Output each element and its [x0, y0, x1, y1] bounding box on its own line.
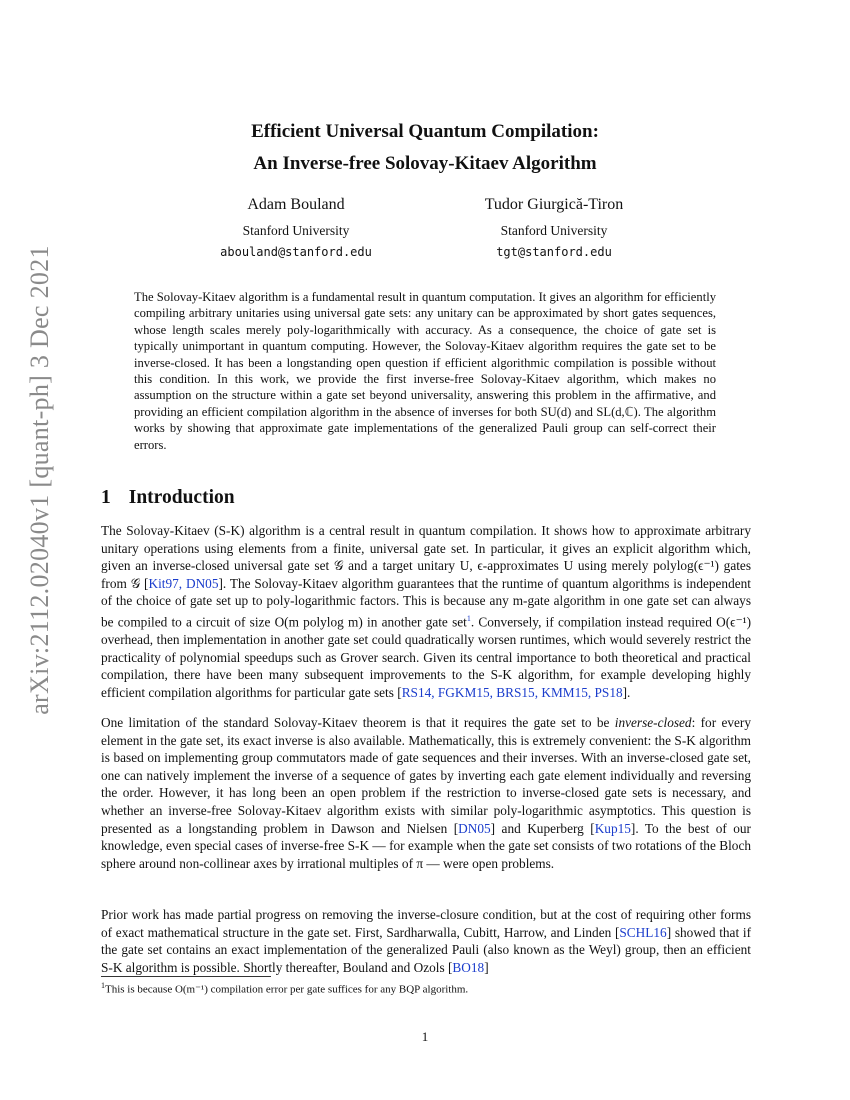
citation-link[interactable]: DN05 [458, 820, 491, 836]
paper-title-line-2: An Inverse-free Solovay-Kitaev Algorithm [253, 153, 597, 174]
paragraph-text: Prior work has made partial progress on removing the inverse-closure condition, but at the cost of requiring other forms of exact mathematical structure in the gate set. First, Sardharwalla, Cubitt, Harrow, and Linden [ [101, 907, 751, 940]
author-block-1 [166, 196, 426, 259]
author-affiliation: Stanford University [242, 223, 350, 238]
section-heading [101, 487, 235, 509]
paragraph-text: ] and Kuperberg [ [490, 820, 595, 836]
author-name: Adam Bouland [247, 196, 345, 213]
author-email[interactable]: tgt@stanford.edu [496, 245, 612, 259]
citation-link[interactable]: BO18 [452, 959, 485, 975]
paragraph-3 [101, 906, 751, 976]
citation-link[interactable]: Kit97, DN05 [148, 575, 219, 591]
footnote-text: This is because O(m⁻¹) compilation error per gate suffices for any BQP algorithm. [105, 983, 469, 996]
paragraph-1 [101, 522, 751, 701]
abstract: The Solovay-Kitaev algorithm is a fundamental result in quantum computation. It gives an algorithm for efficiently compiling arbitrary unitaries using universal gate sets: any unitary can be approximated by short gates sequences, whose length scales merely poly-logarithmically with accuracy. As a consequence, the choice of gate set is typically unimportant in quantum computing. However, the Solovay-Kitaev algorithm requires the gate set to be inverse-closed. It has been a longstanding open question if efficient algorithmic compilation is possible without this condition. In this work, we provide the first inverse-free Solovay-Kitaev algorithm, which makes no assumption on the structure within a gate set beyond universality, answering this problem in the affirmative, and providing an efficient compilation algorithm in the absence of inverses for both SU(d) and SL(d,ℂ). The algorithm works by showing that approximate gate implementations of the generalized Pauli group can self-correct their errors. [134, 290, 716, 452]
paragraph-2 [101, 714, 751, 872]
paragraph-text: ]. The Solovay-Kitaev algorithm guarantees that the runtime of quantum algorithms is independent of the choice of gate set up to poly-logarithmic factors. This is because any m-gate algorithm in one gate set can always be compiled to a circuit of size O(m polylog m) in another gate set [101, 575, 751, 630]
author-block-2 [424, 196, 684, 259]
paragraph-text: The Solovay-Kitaev (S-K) algorithm is a central result in quantum compilation. It shows how to approximate arbitrary unitary operations using elements from a finite, universal gate set. In particular, it gives an explicit algorithm which, given an inverse-closed universal gate set 𝒢 and a target unitary U, ϵ-approximates U using merely polylog(ϵ⁻¹) gates from 𝒢 [ [101, 523, 751, 591]
paragraph-text: One limitation of the standard Solovay-Kitaev theorem is that it requires the gate set to be [101, 715, 615, 730]
paragraph-text: : for every element in the gate set, its exact inverse is also available. Mathematically, this is extremely convenient: the S-K algorithm is based on implementing group commutators made of gate sequences and their inverses. With an inverse-closed gate set, one can natively implement the inverse of a sequence of gates by inverting each gate element individually and reversing the order. However, it has long been an open problem if the restriction to inverse-closed gate sets is necessary, and whether an inverse-free Solovay-Kitaev algorithm exists with similar poly-logarithmic asymptotics. This question is presented as a longstanding problem in Dawson and Nielsen [ [101, 715, 751, 836]
arxiv-stamp-text: arXiv:2112.02040v1 [quant-ph] 3 Dec 2021 [25, 245, 54, 715]
author-affiliation: Stanford University [500, 223, 608, 238]
footnote [101, 981, 751, 996]
paragraph-text: . Conversely, if compilation instead required O(ϵ⁻¹) overhead, then implementation in another gate set could quadratically worsen runtimes, which would severely restrict the practicality of polynomial speedups such as Grover search. Given its central importance to both theoretical and practical compilation, there have been many subsequent improvements to the S-K algorithm, for example developing highly efficient compilation algorithms for particular gate sets [ [101, 614, 751, 700]
paper-title-line-1: Efficient Universal Quantum Compilation: [251, 121, 599, 142]
arxiv-stamp [18, 245, 62, 715]
section-number: 1 [101, 487, 111, 508]
citation-link[interactable]: RS14, FGKM15, BRS15, KMM15, PS18 [401, 684, 623, 700]
paragraph-text: ]. To the best of our knowledge, even special cases of inverse-free S-K — for example when the gate set consists of two rotations of the Bloch sphere around non-collinear axes by irrational multiples of π — were open problems. [101, 820, 751, 871]
footnote-rule [101, 976, 271, 977]
emphasis: inverse-closed [614, 715, 692, 730]
author-email[interactable]: abouland@stanford.edu [220, 245, 372, 259]
paragraph-text: ] showed that if the gate set contains an exact implementation of the generalized Pauli (also known as the Weyl) group, then an efficient S-K algorithm is possible. Shortly thereafter, Bouland and Ozols [ [101, 924, 751, 975]
paragraph-text: ] [484, 959, 489, 975]
footnote-number: 1 [101, 981, 105, 990]
author-name: Tudor Giurgică-Tiron [484, 196, 624, 213]
page-number: 1 [421, 1029, 429, 1044]
citation-link[interactable]: Kup15 [594, 820, 631, 836]
paragraph-text: ]. [622, 684, 631, 700]
citation-link[interactable]: SCHL16 [619, 924, 667, 940]
section-title: Introduction [128, 487, 235, 508]
footnote-mark[interactable]: 1 [466, 613, 471, 623]
